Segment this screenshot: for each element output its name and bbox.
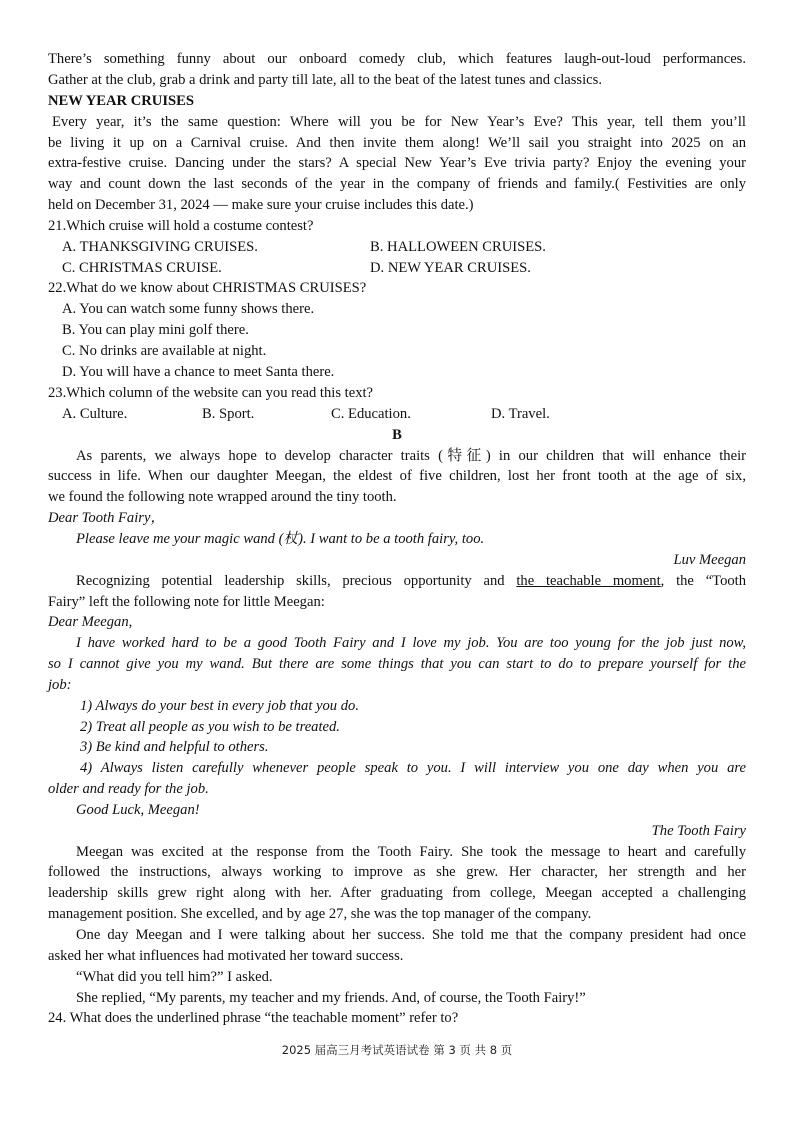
new-year-heading: NEW YEAR CRUISES xyxy=(48,93,194,109)
note1-signature: Luv Meegan xyxy=(673,552,746,568)
new-year-line-1: Every year, it’s the same question: Where will you be for New Year’s Eve? This year, tell them you’ll xyxy=(52,114,746,130)
q23-option-d[interactable]: D. Travel. xyxy=(491,406,550,422)
story-p1-line-2: followed the instructions, always working to improve as she grew. Her character, her strength and her xyxy=(48,864,746,880)
note2-signature: The Tooth Fairy xyxy=(651,823,746,839)
q21-option-d[interactable]: D. NEW YEAR CRUISES. xyxy=(370,260,531,276)
q23-option-c[interactable]: C. Education. xyxy=(331,406,411,422)
new-year-line-3: extra-festive cruise. Dancing under the stars? A special New Year’s Eve trivia party? Enjoy the evening your xyxy=(48,155,746,171)
story-p2-line-1: One day Meegan and I were talking about her success. She told me that the company president had once xyxy=(76,927,746,943)
note2-salutation: Dear Meegan, xyxy=(48,614,133,630)
q23-option-b[interactable]: B. Sport. xyxy=(202,406,255,422)
comedy-line-2: Gather at the club, grab a drink and party till late, all to the beat of the latest tunes and classics. xyxy=(48,72,602,88)
story-p1-line-4: management position. She excelled, and by age 27, she was the top manager of the company. xyxy=(48,906,592,922)
note2-list-item-3: 3) Be kind and helpful to others. xyxy=(80,739,269,755)
passage-b-heading: B xyxy=(392,427,402,443)
page-footer: 2025 届高三月考试英语试卷 第 3 页 共 8 页 xyxy=(281,1043,513,1057)
note2-line-3: job: xyxy=(48,677,72,693)
underlined-phrase: the teachable moment xyxy=(516,573,661,589)
note2-list-item-2: 2) Treat all people as you wish to be treated. xyxy=(80,719,340,735)
q24-stem: 24. What does the underlined phrase “the teachable moment” refer to? xyxy=(48,1010,459,1026)
note1-salutation: Dear Tooth Fairy， xyxy=(48,510,166,526)
recognizing-line-2: Fairy” left the following note for little Meegan: xyxy=(48,594,325,610)
new-year-line-2: be living it up on a Carnival cruise. And then invite them along! We’ll sail you straight into 2025 on an xyxy=(48,135,746,151)
note2-list-item-1: 1) Always do your best in every job that you do. xyxy=(80,698,359,714)
q21-stem: 21.Which cruise will hold a costume contest? xyxy=(48,218,314,234)
q22-option-a[interactable]: A. You can watch some funny shows there. xyxy=(62,301,315,317)
dialog-line-1: “What did you tell him?” I asked. xyxy=(76,969,273,985)
story-p1-line-1: Meegan was excited at the response from the Tooth Fairy. She took the message to heart and carefully xyxy=(76,844,746,860)
new-year-line-4: way and count down the last seconds of the year in the company of friends and family.( Festivities are only xyxy=(48,176,746,192)
intro-line-2: success in life. When our daughter Meegan, the eldest of five children, lost her front tooth at the age of six, xyxy=(48,468,746,484)
q22-option-d[interactable]: D. You will have a chance to meet Santa there. xyxy=(62,364,335,380)
story-p2-line-2: asked her what influences had motivated her toward success. xyxy=(48,948,404,964)
note2-list-item-4-cont: older and ready for the job. xyxy=(48,781,209,797)
new-year-line-5: held on December 31, 2024 — make sure your cruise includes this date.) xyxy=(48,197,474,213)
note2-closing: Good Luck, Meegan! xyxy=(76,802,200,818)
dialog-line-2: She replied, “My parents, my teacher and my friends. And, of course, the Tooth Fairy!” xyxy=(76,990,586,1006)
q22-stem: 22.What do we know about CHRISTMAS CRUISES? xyxy=(48,280,367,296)
intro-line-3: we found the following note wrapped around the tiny tooth. xyxy=(48,489,397,505)
q21-option-b[interactable]: B. HALLOWEEN CRUISES. xyxy=(370,239,546,255)
recognizing-text-before: Recognizing potential leadership skills, precious opportunity and xyxy=(76,573,517,589)
recognizing-line-1 xyxy=(76,571,746,592)
note1-body: Please leave me your magic wand (杖). I want to be a tooth fairy, too. xyxy=(76,531,485,547)
q22-option-c[interactable]: C. No drinks are available at night. xyxy=(62,343,267,359)
note2-list-item-4: 4) Always listen carefully whenever people speak to you. I will interview you one day when you are xyxy=(80,760,746,776)
story-p1-line-3: leadership skills grew right along with her. After graduating from college, Meegan accepted a challenging xyxy=(48,885,746,901)
note2-line-2: so I cannot give you my wand. But there are some things that you can start to do to prepare yourself for the xyxy=(48,656,746,672)
comedy-line-1: There’s something funny about our onboard comedy club, which features laugh-out-loud performances. xyxy=(48,51,746,67)
q22-option-b[interactable]: B. You can play mini golf there. xyxy=(62,322,249,338)
q23-stem: 23.Which column of the website can you read this text? xyxy=(48,385,374,401)
intro-line-1: As parents, we always hope to develop character traits (特征) in our children that will enhance their xyxy=(76,448,746,464)
q21-option-c[interactable]: C. CHRISTMAS CRUISE. xyxy=(62,260,222,276)
q23-option-a[interactable]: A. Culture. xyxy=(62,406,128,422)
recognizing-text-after: , the “Tooth xyxy=(660,573,747,589)
q21-option-a[interactable]: A. THANKSGIVING CRUISES. xyxy=(62,239,258,255)
note2-line-1: I have worked hard to be a good Tooth Fairy and I love my job. You are too young for the job just now, xyxy=(76,635,746,651)
